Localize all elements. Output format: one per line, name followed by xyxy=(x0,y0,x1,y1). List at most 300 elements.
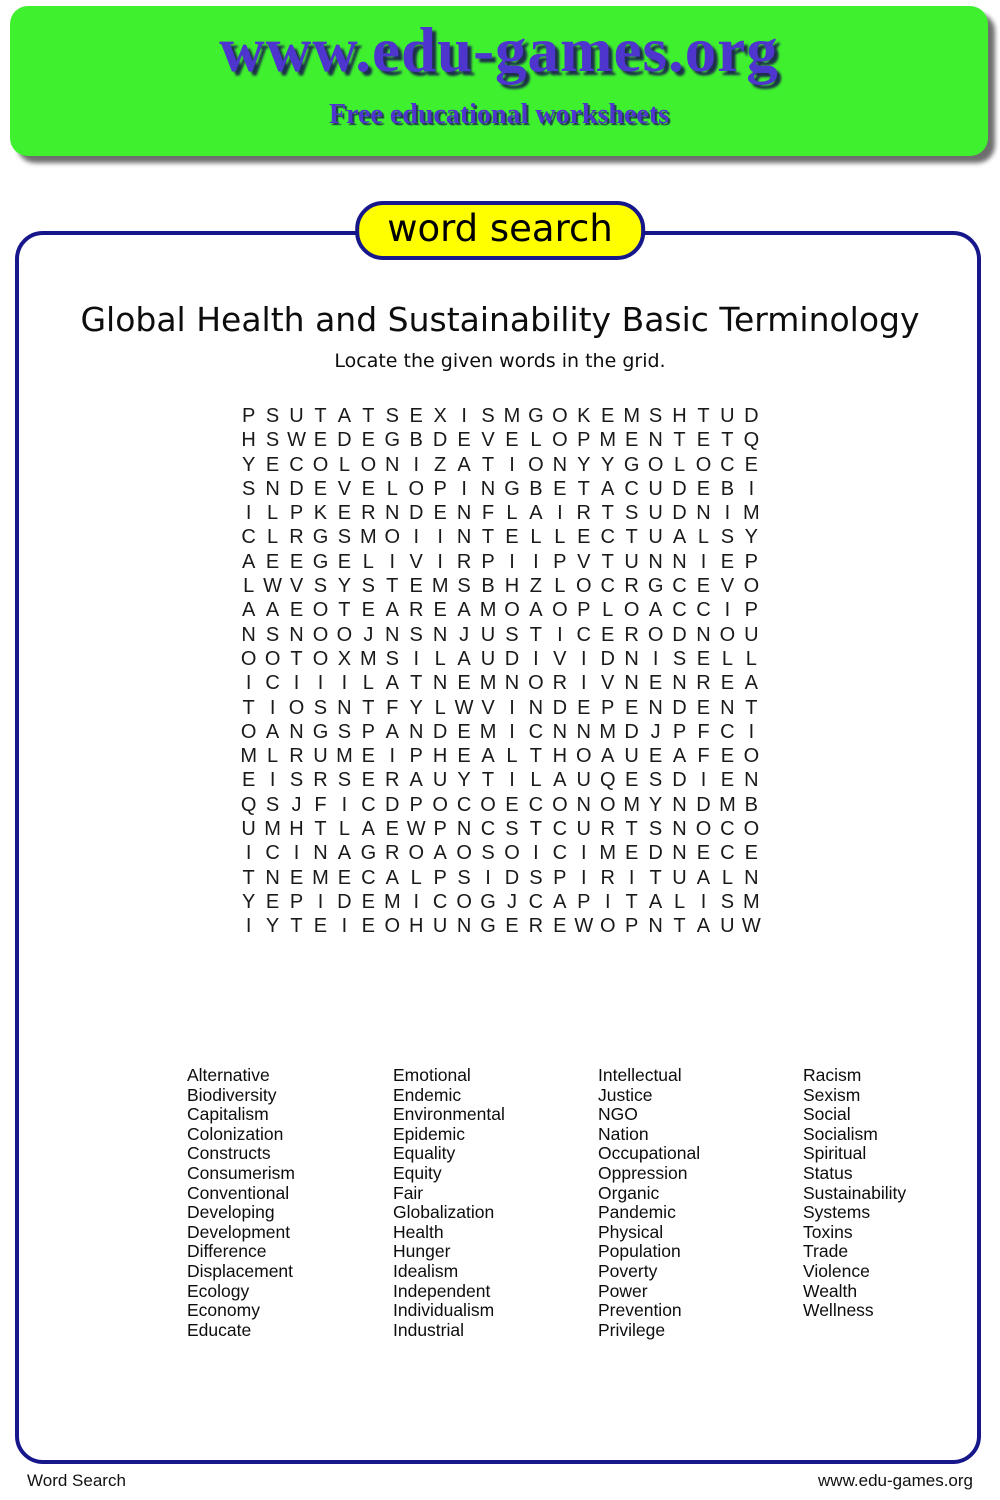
grid-letter: I xyxy=(389,550,396,573)
grid-letter: I xyxy=(628,866,635,889)
grid-letter: N xyxy=(744,769,759,792)
grid-letter: I xyxy=(700,890,707,913)
puzzle-instruction: Locate the given words in the grid. xyxy=(334,350,666,372)
grid-letter: O xyxy=(743,745,760,768)
grid-letter: E xyxy=(553,915,567,938)
grid-letter: U xyxy=(648,526,663,549)
grid-letter: D xyxy=(696,793,711,816)
word-list-item: Difference xyxy=(187,1241,267,1262)
grid-letter: E xyxy=(720,769,735,792)
word-list-item: Hunger xyxy=(393,1241,451,1262)
grid-letter: I xyxy=(581,672,587,695)
grid-row xyxy=(237,525,764,549)
grid-letter: J xyxy=(506,890,517,913)
grid-letter: I xyxy=(317,672,324,695)
grid-letter: O xyxy=(336,623,353,646)
grid-letter: P xyxy=(672,720,687,743)
grid-letter: U xyxy=(289,405,304,427)
grid-letter: H xyxy=(432,745,448,768)
grid-letter: I xyxy=(700,550,707,573)
grid-letter: E xyxy=(337,866,352,889)
grid-letter: K xyxy=(577,405,591,427)
grid-letter: C xyxy=(432,890,448,913)
grid-letter: N xyxy=(648,429,663,452)
grid-letter: A xyxy=(457,647,471,670)
grid-letter: T xyxy=(649,866,662,889)
word-list-item: Status xyxy=(803,1162,853,1183)
grid-letter: N xyxy=(528,696,544,719)
site-header-banner xyxy=(10,6,988,156)
grid-letter: S xyxy=(289,769,304,792)
grid-letter: A xyxy=(433,842,447,865)
grid-letter: J xyxy=(363,623,374,646)
grid-letter: E xyxy=(601,623,615,646)
word-list-item: Economy xyxy=(187,1300,260,1321)
word-list-item: Systems xyxy=(803,1202,871,1223)
grid-letter: N xyxy=(552,720,568,743)
grid-letter: M xyxy=(240,745,257,768)
grid-letter: T xyxy=(673,429,686,452)
grid-letter: L xyxy=(673,453,686,476)
grid-letter: M xyxy=(479,599,497,622)
grid-letter: A xyxy=(241,599,256,622)
grid-letter: E xyxy=(433,599,447,622)
grid-letter: D xyxy=(672,623,687,646)
grid-letter: I xyxy=(461,405,467,427)
grid-letter: R xyxy=(289,745,304,768)
grid-letter: I xyxy=(389,745,396,768)
grid-letter: I xyxy=(461,477,467,500)
word-list-item: Health xyxy=(393,1221,444,1242)
grid-letter: E xyxy=(409,405,423,427)
grid-letter: Q xyxy=(743,429,760,452)
grid-letter: U xyxy=(624,745,639,768)
grid-letter: A xyxy=(529,502,543,525)
grid-letter: L xyxy=(602,599,614,622)
grid-letter: E xyxy=(361,915,376,938)
grid-letter: A xyxy=(672,526,687,549)
grid-letter: N xyxy=(432,623,448,646)
word-list-item: Developing xyxy=(187,1202,275,1223)
grid-letter: N xyxy=(456,818,472,841)
grid-letter: T xyxy=(529,623,543,646)
grid-letter: C xyxy=(576,623,591,646)
grid-letter: I xyxy=(245,842,252,865)
grid-letter: U xyxy=(432,769,448,792)
grid-letter: D xyxy=(624,720,639,743)
grid-letter: I xyxy=(581,647,587,670)
grid-letter: T xyxy=(673,915,686,938)
word-list-item: Physical xyxy=(598,1221,664,1242)
grid-letter: I xyxy=(293,672,300,695)
grid-letter: T xyxy=(529,745,543,768)
word-list-item: Poverty xyxy=(598,1260,658,1281)
grid-letter: N xyxy=(576,793,591,816)
grid-letter: A xyxy=(337,842,352,865)
grid-letter: A xyxy=(648,890,663,913)
grid-letter: N xyxy=(385,502,400,525)
grid-letter: C xyxy=(552,842,568,865)
grid-letter: V xyxy=(409,550,423,573)
grid-letter: I xyxy=(748,720,755,743)
grid-letter: I xyxy=(437,550,443,573)
grid-letter: R xyxy=(576,502,591,525)
grid-letter: A xyxy=(529,599,543,622)
grid-letter: I xyxy=(413,890,419,913)
grid-letter: Z xyxy=(529,575,543,598)
grid-letter: Y xyxy=(337,575,352,598)
grid-letter: S xyxy=(481,405,495,427)
grid-letter: A xyxy=(696,915,711,938)
grid-row xyxy=(237,841,764,865)
grid-letter: M xyxy=(503,405,521,427)
grid-letter: U xyxy=(432,915,448,938)
grid-letter: D xyxy=(672,502,687,525)
grid-letter: O xyxy=(264,647,281,670)
grid-letter: E xyxy=(720,672,735,695)
grid-letter: T xyxy=(577,477,590,500)
grid-letter: P xyxy=(553,550,567,573)
word-list-column-2 xyxy=(393,1066,505,1340)
grid-letter: Z xyxy=(434,453,447,476)
grid-letter: D xyxy=(432,720,448,743)
grid-letter: U xyxy=(720,405,735,427)
grid-letter: N xyxy=(480,477,496,500)
grid-letter: Y xyxy=(577,453,591,476)
grid-letter: P xyxy=(409,745,423,768)
grid-letter: C xyxy=(528,793,544,816)
grid-letter: E xyxy=(505,915,519,938)
grid-letter: N xyxy=(720,696,735,719)
grid-letter: P xyxy=(624,915,639,938)
grid-letter: S xyxy=(385,647,399,670)
grid-letter: G xyxy=(480,890,496,913)
grid-letter: I xyxy=(652,647,659,670)
grid-letter: A xyxy=(601,745,615,768)
grid-letter: E xyxy=(505,526,519,549)
grid-letter: T xyxy=(529,818,543,841)
grid-letter: I xyxy=(317,890,324,913)
grid-letter: N xyxy=(289,623,304,646)
grid-letter: C xyxy=(241,526,256,549)
grid-letter: N xyxy=(648,915,663,938)
grid-letter: H xyxy=(504,575,520,598)
grid-letter: O xyxy=(743,818,760,841)
grid-letter: T xyxy=(481,769,495,792)
grid-letter: D xyxy=(672,769,687,792)
grid-letter: L xyxy=(530,769,542,792)
grid-letter: O xyxy=(647,623,664,646)
grid-letter: N xyxy=(552,453,568,476)
grid-letter: H xyxy=(241,429,256,452)
word-list-item: Spiritual xyxy=(803,1143,867,1164)
grid-letter: X xyxy=(337,647,352,670)
grid-letter: O xyxy=(647,453,664,476)
grid-letter: N xyxy=(648,696,663,719)
grid-letter: I xyxy=(269,769,276,792)
grid-row xyxy=(237,866,764,890)
site-title: www.edu-games.org xyxy=(219,15,779,85)
grid-letter: T xyxy=(601,550,614,573)
grid-letter: N xyxy=(432,672,448,695)
grid-letter: N xyxy=(672,842,687,865)
word-list-item: Alternative xyxy=(187,1065,270,1085)
grid-letter: S xyxy=(648,405,663,427)
grid-letter: N xyxy=(696,502,711,525)
word-list-item: Equity xyxy=(393,1162,442,1183)
grid-letter: M xyxy=(623,793,640,816)
grid-letter: S xyxy=(481,842,495,865)
grid-letter: N xyxy=(672,818,687,841)
grid-letter: O xyxy=(599,793,616,816)
grid-letter: O xyxy=(288,696,305,719)
grid-letter: N xyxy=(337,696,352,719)
grid-letter: I xyxy=(293,842,300,865)
grid-letter: C xyxy=(720,818,735,841)
grid-letter: U xyxy=(480,623,496,646)
grid-letter: C xyxy=(361,866,376,889)
grid-letter: O xyxy=(743,575,760,598)
grid-letter: I xyxy=(341,793,348,816)
grid-letter: L xyxy=(721,647,733,670)
grid-letter: E xyxy=(457,429,471,452)
grid-letter: O xyxy=(408,842,424,865)
grid-letter: N xyxy=(456,502,472,525)
grid-letter: P xyxy=(409,793,423,816)
grid-letter: W xyxy=(263,575,283,598)
grid-letter: T xyxy=(625,890,638,913)
grid-letter: D xyxy=(337,890,352,913)
grid-letter: C xyxy=(672,599,687,622)
grid-letter: O xyxy=(552,429,568,452)
grid-letter: I xyxy=(509,769,515,792)
grid-letter: O xyxy=(528,672,544,695)
grid-letter: G xyxy=(312,526,329,549)
grid-row xyxy=(237,817,764,841)
grid-letter: E xyxy=(505,429,519,452)
word-list-item: Wealth xyxy=(803,1280,858,1301)
word-list-item: Social xyxy=(803,1104,851,1125)
grid-letter: E xyxy=(457,745,471,768)
grid-letter: I xyxy=(245,502,252,525)
grid-letter: N xyxy=(265,477,280,500)
grid-letter: E xyxy=(361,477,376,500)
grid-letter: V xyxy=(337,477,352,500)
grid-letter: U xyxy=(744,623,759,646)
grid-letter: O xyxy=(456,890,472,913)
grid-letter: O xyxy=(576,575,592,598)
grid-letter: E xyxy=(744,453,759,476)
grid-letter: P xyxy=(433,818,447,841)
word-list-item: Equality xyxy=(393,1143,456,1164)
grid-letter: O xyxy=(599,915,616,938)
grid-letter: P xyxy=(553,866,567,889)
grid-letter: A xyxy=(337,405,352,427)
grid-letter: L xyxy=(338,818,350,841)
word-list-item: Pandemic xyxy=(598,1202,676,1223)
grid-letter: G xyxy=(312,550,329,573)
grid-letter: N xyxy=(385,453,400,476)
grid-letter: P xyxy=(433,477,447,500)
grid-letter: E xyxy=(313,915,328,938)
grid-letter: P xyxy=(289,890,304,913)
grid-letter: O xyxy=(480,793,496,816)
word-list-item: Displacement xyxy=(187,1260,294,1281)
grid-letter: Q xyxy=(240,793,257,816)
word-list-item: Capitalism xyxy=(187,1104,269,1125)
grid-letter: M xyxy=(599,720,617,743)
word-list-item: Population xyxy=(598,1241,681,1262)
grid-letter: D xyxy=(552,696,568,719)
grid-letter: R xyxy=(408,599,424,622)
word-list-item: Privilege xyxy=(598,1319,666,1340)
grid-letter: L xyxy=(362,550,374,573)
grid-letter: F xyxy=(481,502,495,525)
grid-letter: C xyxy=(600,575,615,598)
grid-letter: D xyxy=(648,842,663,865)
grid-letter: L xyxy=(530,526,542,549)
grid-letter: C xyxy=(480,818,496,841)
grid-letter: O xyxy=(456,842,472,865)
grid-letter: O xyxy=(408,477,424,500)
grid-letter: O xyxy=(240,720,257,743)
grid-letter: E xyxy=(696,647,711,670)
grid-letter: U xyxy=(480,647,496,670)
grid-letter: D xyxy=(672,696,687,719)
grid-letter: E xyxy=(648,672,663,695)
grid-letter: E xyxy=(361,429,376,452)
grid-letter: P xyxy=(577,429,591,452)
grid-letter: G xyxy=(647,575,664,598)
grid-row xyxy=(237,428,764,452)
grid-letter: S xyxy=(648,818,663,841)
grid-letter: M xyxy=(599,429,617,452)
grid-letter: L xyxy=(721,866,733,889)
grid-letter: V xyxy=(289,575,304,598)
grid-row xyxy=(237,671,764,695)
grid-letter: I xyxy=(509,550,515,573)
grid-letter: S xyxy=(337,720,352,743)
grid-letter: W xyxy=(454,696,474,719)
grid-letter: T xyxy=(721,429,734,452)
grid-row xyxy=(237,744,764,768)
grid-letter: H xyxy=(408,915,424,938)
grid-letter: U xyxy=(648,477,663,500)
grid-letter: P xyxy=(601,696,615,719)
grid-letter: A xyxy=(265,720,280,743)
grid-row xyxy=(237,404,764,428)
grid-letter: T xyxy=(386,575,399,598)
grid-letter: Y xyxy=(409,696,423,719)
grid-letter: I xyxy=(748,477,755,500)
grid-letter: M xyxy=(383,890,401,913)
grid-letter: Y xyxy=(241,890,256,913)
grid-letter: E xyxy=(265,550,280,573)
grid-letter: C xyxy=(600,526,615,549)
grid-letter: V xyxy=(720,575,735,598)
word-list-item: Constructs xyxy=(187,1143,271,1164)
grid-letter: C xyxy=(528,720,544,743)
grid-letter: G xyxy=(504,477,520,500)
grid-letter: E xyxy=(457,720,471,743)
grid-letter: E xyxy=(696,575,711,598)
grid-letter: E xyxy=(289,599,304,622)
grid-letter: E xyxy=(577,696,591,719)
grid-letter: K xyxy=(313,502,328,525)
grid-letter: O xyxy=(695,453,712,476)
word-list-item: Industrial xyxy=(393,1319,465,1340)
grid-letter: B xyxy=(744,793,759,816)
grid-letter: U xyxy=(576,769,591,792)
grid-letter: H xyxy=(552,745,568,768)
grid-letter: R xyxy=(385,769,400,792)
grid-letter: F xyxy=(386,696,399,719)
grid-letter: T xyxy=(290,915,303,938)
grid-letter: E xyxy=(241,769,256,792)
grid-letter: S xyxy=(505,623,519,646)
grid-letter: N xyxy=(744,866,759,889)
grid-row xyxy=(237,550,764,574)
grid-letter: E xyxy=(337,550,352,573)
grid-letter: N xyxy=(456,915,472,938)
grid-letter: V xyxy=(601,672,615,695)
word-list-item: Development xyxy=(187,1221,291,1242)
grid-letter: L xyxy=(530,429,542,452)
grid-letter: M xyxy=(479,720,497,743)
grid-letter: E xyxy=(744,842,759,865)
word-list-item: Endemic xyxy=(393,1084,462,1105)
grid-letter: R xyxy=(600,866,615,889)
grid-letter: T xyxy=(242,866,255,889)
grid-letter: Q xyxy=(599,769,616,792)
grid-letter: I xyxy=(269,696,276,719)
grid-letter: Y xyxy=(265,915,280,938)
grid-row xyxy=(237,793,764,817)
grid-letter: N xyxy=(648,550,663,573)
word-list-item: Ecology xyxy=(187,1280,250,1301)
grid-letter: U xyxy=(648,502,663,525)
grid-letter: P xyxy=(289,502,304,525)
grid-letter: P xyxy=(481,550,495,573)
grid-letter: C xyxy=(720,720,735,743)
grid-row xyxy=(237,574,764,598)
grid-letter: N xyxy=(624,672,639,695)
grid-letter: M xyxy=(719,793,736,816)
grid-letter: L xyxy=(697,526,710,549)
grid-letter: O xyxy=(719,623,736,646)
grid-letter: L xyxy=(267,526,279,549)
grid-letter: I xyxy=(341,915,348,938)
grid-letter: F xyxy=(697,745,710,768)
grid-letter: E xyxy=(289,550,304,573)
word-list-item: Wellness xyxy=(803,1300,874,1321)
word-list-item: Nation xyxy=(598,1123,649,1144)
grid-letter: T xyxy=(410,672,423,695)
grid-letter: S xyxy=(720,526,735,549)
grid-letter: N xyxy=(672,550,687,573)
word-list-column-3 xyxy=(598,1066,700,1340)
grid-letter: R xyxy=(385,842,400,865)
grid-letter: O xyxy=(240,647,257,670)
grid-letter: V xyxy=(553,647,567,670)
grid-letter: S xyxy=(720,890,735,913)
word-list-item: Organic xyxy=(598,1182,660,1203)
grid-letter: M xyxy=(599,842,617,865)
grid-letter: M xyxy=(312,866,329,889)
grid-letter: V xyxy=(577,550,591,573)
grid-letter: D xyxy=(600,647,615,670)
grid-letter: H xyxy=(289,818,304,841)
